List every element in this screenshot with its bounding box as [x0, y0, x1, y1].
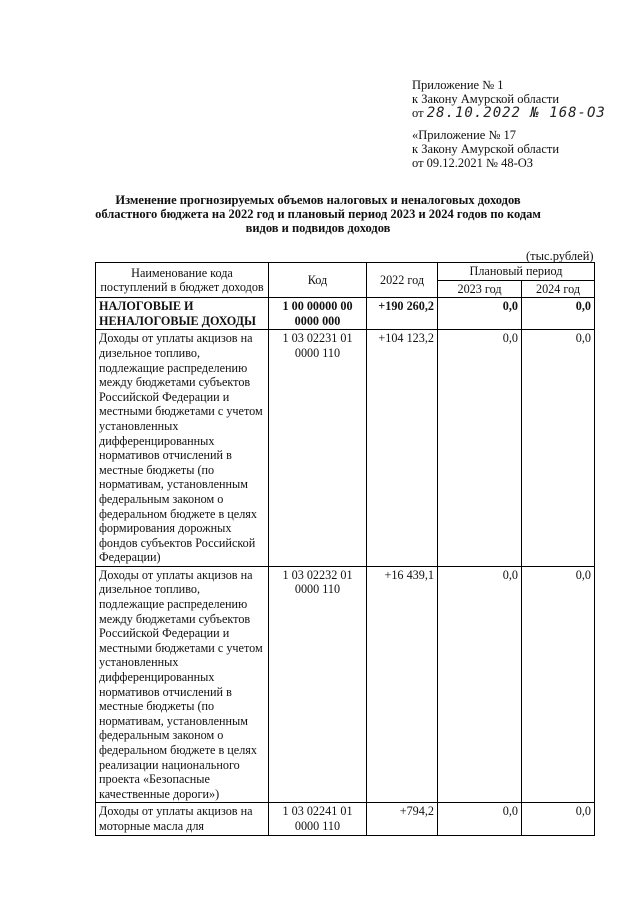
- row-value-2022: +794,2: [367, 803, 438, 835]
- row-name: Доходы от уплаты акцизов на моторные масла для: [96, 803, 269, 835]
- header-2024: 2024 год: [522, 280, 595, 298]
- row-value-2024: 0,0: [522, 330, 595, 567]
- document-title: Изменение прогнозируемых объемов налоговых и неналоговых доходов областного бюджета на 2022 год и плановый период 2023 и 2024 годов по кодам видов и подвидов доходов: [95, 193, 541, 235]
- header-name: Наименование кода поступлений в бюджет доходов: [96, 263, 269, 298]
- table-header-row: [96, 263, 595, 281]
- appendix-law: к Закону Амурской области: [412, 92, 560, 106]
- table-row: [96, 803, 595, 835]
- date-prefix: от: [412, 106, 424, 120]
- previous-appendix-title: «Приложение № 17: [412, 128, 517, 142]
- row-value-2024: 0,0: [522, 566, 595, 803]
- row-value-2022: +16 439,1: [367, 566, 438, 803]
- row-value-2022: +190 260,2: [367, 298, 438, 330]
- previous-appendix-law: к Закону Амурской области: [412, 142, 560, 156]
- header-2023: 2023 год: [438, 280, 522, 298]
- row-value-2023: 0,0: [438, 298, 522, 330]
- appendix-date: [412, 106, 606, 120]
- appendix-header: [412, 78, 606, 120]
- header-code: Код: [269, 263, 367, 298]
- row-code: 1 03 02232 01 0000 110: [269, 566, 367, 803]
- row-name: НАЛОГОВЫЕ И НЕНАЛОГОВЫЕ ДОХОДЫ: [96, 298, 269, 330]
- table-row: [96, 298, 595, 330]
- header-planned-period: Плановый период: [438, 263, 595, 281]
- row-name: Доходы от уплаты акцизов на дизельное топливо, подлежащие распределению между бюджетами субъектов Российской Федерации и местными бюджетами с учетом установленных дифференцированных нормативов отчислений в местные бюджеты (по нормативам, установленным федеральным законом о федеральном бюджете в целях формирования дорожных фондов субъектов Российской Федерации): [96, 330, 269, 567]
- row-value-2023: 0,0: [438, 803, 522, 835]
- header-2022: 2022 год: [367, 263, 438, 298]
- row-code: 1 03 02241 01 0000 110: [269, 803, 367, 835]
- row-value-2023: 0,0: [438, 330, 522, 567]
- unit-label: (тыс.рублей): [526, 249, 594, 263]
- row-value-2023: 0,0: [438, 566, 522, 803]
- row-code: 1 03 02231 01 0000 110: [269, 330, 367, 567]
- row-code: 1 00 00000 00 0000 000: [269, 298, 367, 330]
- appendix-title: Приложение № 1: [412, 78, 504, 92]
- row-value-2024: 0,0: [522, 803, 595, 835]
- table-row: [96, 330, 595, 567]
- row-value-2022: +104 123,2: [367, 330, 438, 567]
- handwritten-date-number: 28.10.2022 № 168-ОЗ: [426, 105, 606, 121]
- previous-appendix-date: от 09.12.2021 № 48-ОЗ: [412, 156, 534, 170]
- previous-appendix-header: [412, 128, 559, 170]
- row-name: Доходы от уплаты акцизов на дизельное топливо, подлежащие распределению между бюджетами субъектов Российской Федерации и местными бюджетами с учетом установленных дифференцированных нормативов отчислений в местные бюджеты (по нормативам, установленным федеральным законом о федеральном бюджете в целях реализации национального проекта «Безопасные качественные дороги»): [96, 566, 269, 803]
- row-value-2024: 0,0: [522, 298, 595, 330]
- table-row: [96, 566, 595, 803]
- revenue-table: [95, 262, 595, 836]
